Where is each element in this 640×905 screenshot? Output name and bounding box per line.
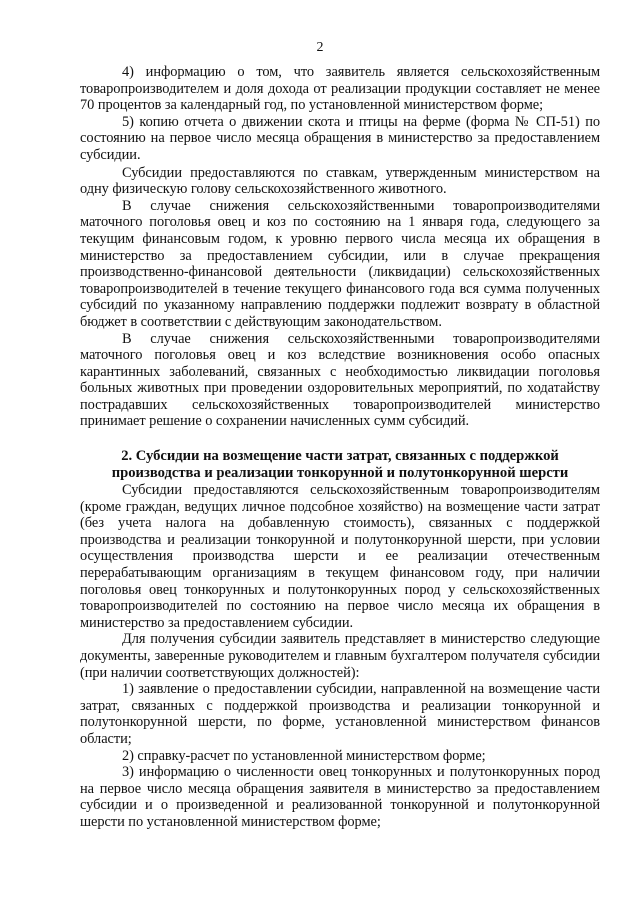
paragraph-doc-item-2: 2) справку-расчет по установленной министерством форме; bbox=[122, 747, 486, 764]
paragraph-reduction-return: В случае снижения сельскохозяйственными товаропроизводителями маточного поголовья овец и коз по состоянию на 1 января года, следующего за текущим финансовым годом, к уровню первого числа месяца их обращения в министерство за предоставлением субсидии, или в случае прекращения производственно-финансовой деятельности (ликвидации) сельскохозяйственных товаропроизводителей в течение текущего финансового года вся сумма полученных субсидий по указанному направлению поддержки подлежит возврату в областной бюджет в соответствии с действующим законодательством. bbox=[80, 197, 600, 330]
paragraph-documents-intro: Для получения субсидии заявитель представляет в министерство следующие документы, заверенные руководителем и главным бухгалтером получателя субсидии (при наличии соответствующих должностей): bbox=[80, 631, 600, 681]
page-number: 2 bbox=[316, 40, 324, 55]
paragraph-reduction-disease: В случае снижения сельскохозяйственными товаропроизводителями маточного поголовья овец и коз вследствие возникновения особо опасных карантинных заболеваний, связанных с необходимостью ликвидации поголовья больных животных при проведении оздоровительных мероприятий, по ходатайству пострадавших сельскохозяйственных товаропроизводителей министерство принимает решение о сохранении начисленных сумм субсидий. bbox=[80, 330, 600, 430]
paragraph-wool-subsidy: Субсидии предоставляются сельскохозяйственным товаропроизводителям (кроме граждан, ведущих личное подсобное хозяйство) на возмещение части затрат (без учета налога на добавленную стоимость), связанных с поддержкой производства и реализации тонкорунной и полутонкорунной шерсти, при условии осуществления производства шерсти и ее реализации отечественным перерабатывающим организациям в текущем финансовом году, при наличии поголовья овец тонкорунных и полутонкорунных пород у сельскохозяйственных товаропроизводителей по состоянию на первое число месяца их обращения в министерство за предоставлением субсидии. bbox=[80, 482, 600, 631]
paragraph-item-5: 5) копию отчета о движении скота и птицы на ферме (форма № СП-51) по состоянию на первое число месяца обращения в министерство за предоставлением субсидии. bbox=[80, 113, 600, 163]
section-heading: 2. Субсидии на возмещение части затрат, связанных с поддержкой производства и реализации тонкорунной и полутонкорунной шерсти bbox=[111, 448, 569, 482]
paragraph-doc-item-3: 3) информацию о численности овец тонкорунных и полутонкорунных пород на первое число месяца обращения заявителя в министерство за предоставлением субсидии и о произведенной и реализованной тонкорунной и полутонкорунной шерсти по установленной министерством форме; bbox=[80, 764, 600, 830]
paragraph-doc-item-1: 1) заявление о предоставлении субсидии, направленной на возмещение части затрат, связанных с поддержкой производства и реализации тонкорунной и полутонкорунной шерсти, по форме, установленной министерством финансов области; bbox=[80, 681, 600, 747]
paragraph-item-4: 4) информацию о том, что заявитель является сельскохозяйственным товаропроизводителем и доля дохода от реализации продукции составляет не менее 70 процентов за календарный год, по установленной министерством форме; bbox=[80, 64, 600, 114]
paragraph-rates: Субсидии предоставляются по ставкам, утвержденным министерством на одну физическую голову сельскохозяйственного животного. bbox=[80, 164, 600, 198]
document-body bbox=[80, 64, 600, 831]
